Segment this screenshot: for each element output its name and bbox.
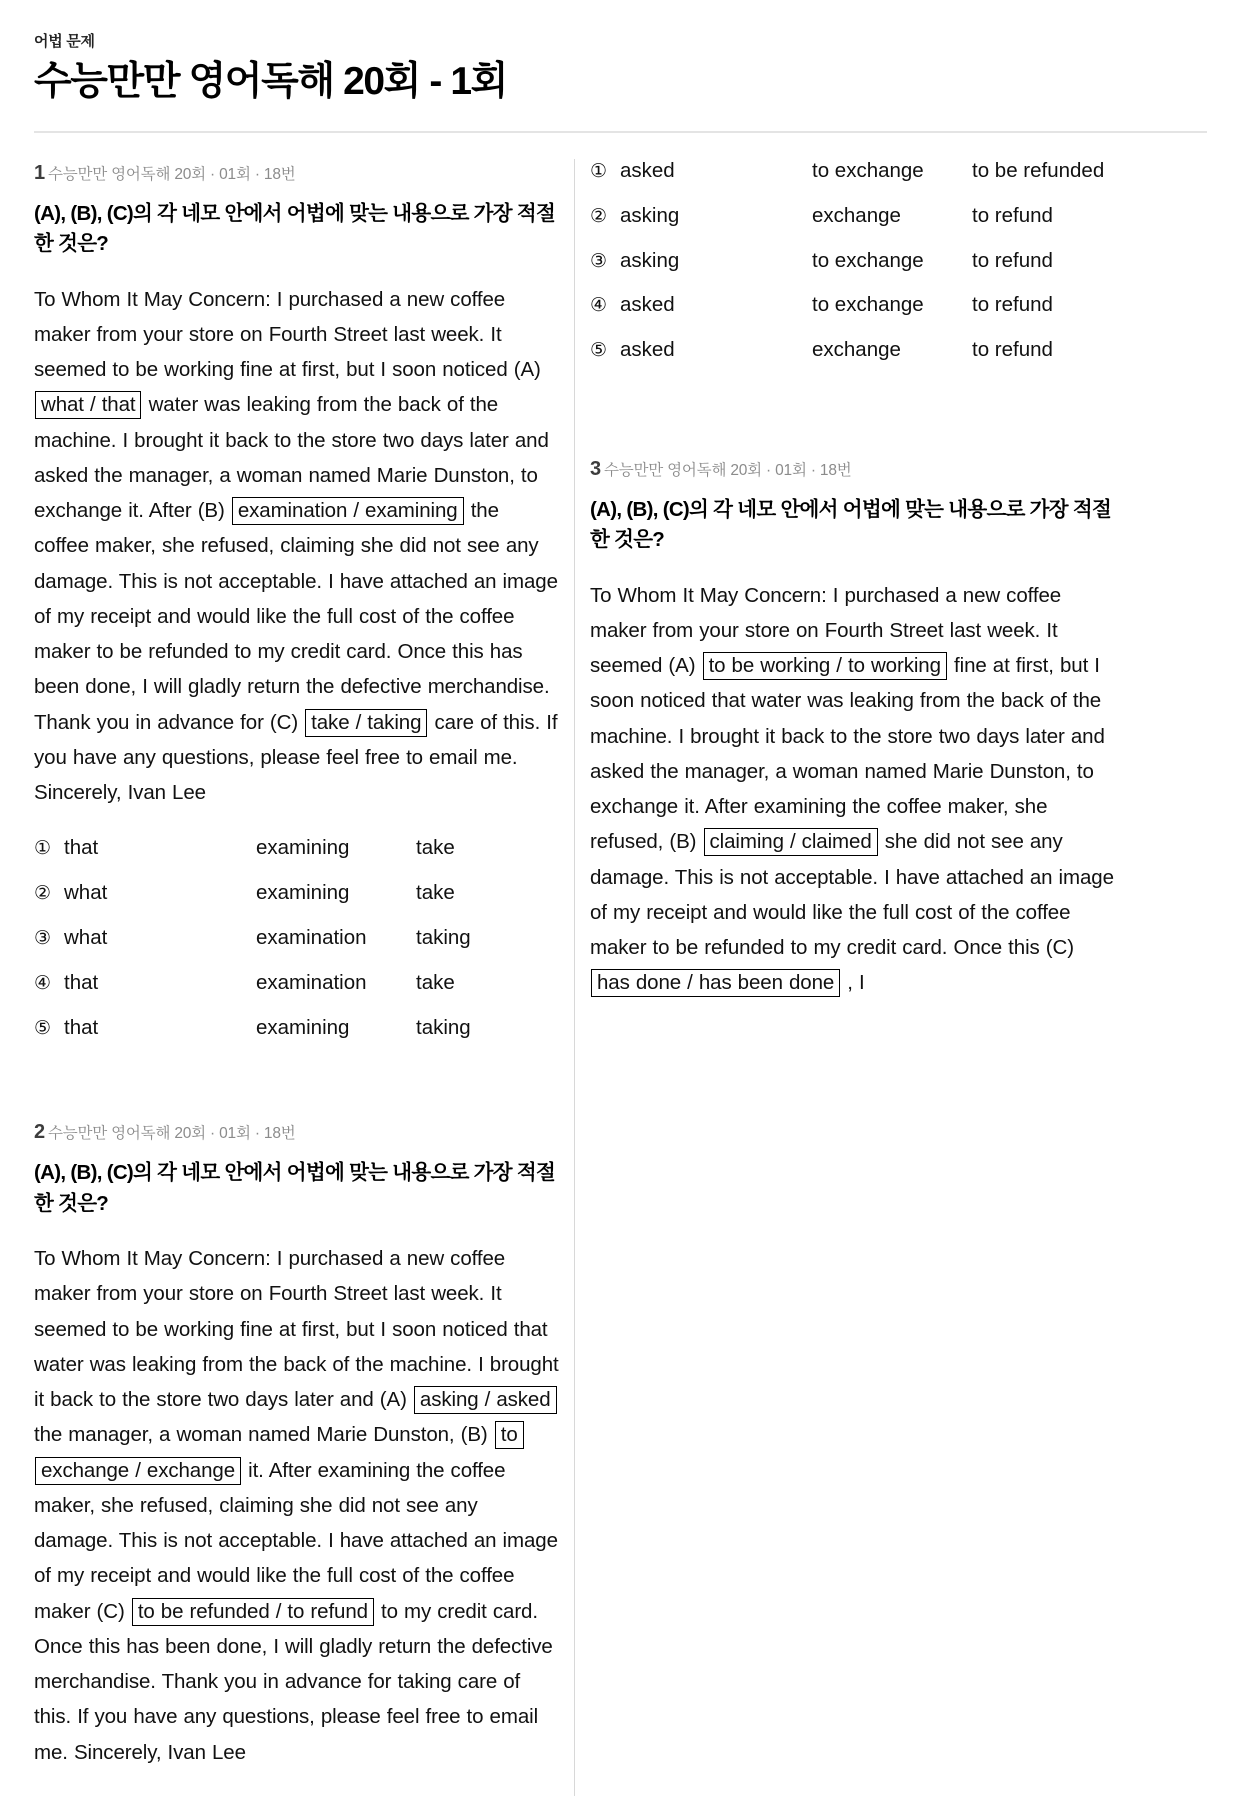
choice-marker: ③ bbox=[34, 928, 52, 950]
left-column bbox=[34, 159, 559, 1796]
question-source-2: 수능만만 영어독해 20회 · 01회 · 18번 bbox=[47, 1125, 296, 1143]
choice-value-b: to exchange bbox=[812, 159, 924, 183]
choice-value-c: take bbox=[416, 836, 455, 860]
choice-value-c: taking bbox=[416, 926, 471, 950]
choice-box-b[interactable]: to exchange / exchange bbox=[35, 1421, 524, 1484]
choice-marker: ④ bbox=[590, 295, 608, 317]
passage-segment: , I bbox=[841, 971, 865, 995]
choice-box-b[interactable]: examination / examining bbox=[232, 497, 464, 525]
choice-value-b: examination bbox=[256, 926, 367, 950]
choice-row[interactable] bbox=[34, 1016, 559, 1041]
choice-marker: ⑤ bbox=[590, 340, 608, 362]
choice-row[interactable] bbox=[34, 836, 559, 861]
choice-value-b: exchange bbox=[812, 338, 901, 362]
choice-marker: ⑤ bbox=[34, 1017, 52, 1039]
choice-value-a: what bbox=[64, 881, 108, 905]
passage-segment: care of this. If you have any questions, please feel free to email me. Sincerely, Ivan Lee bbox=[34, 710, 558, 805]
choice-value-a: asking bbox=[620, 203, 680, 227]
passage-segment: fine at first, but I soon noticed that water was leaking from the back of the machine. I brought it back to the store two days later and asked the manager, a woman named Marie Dunston, to exchange it. After examining the coffee maker, she refused, (B) bbox=[590, 654, 1105, 854]
question-passage-3 bbox=[590, 578, 1115, 1001]
question-number-1: 1 bbox=[34, 162, 45, 185]
column-gap bbox=[559, 159, 590, 1796]
choice-value-a: asked bbox=[620, 293, 675, 317]
choice-value-b: to exchange bbox=[812, 293, 924, 317]
question-passage-1 bbox=[34, 282, 559, 811]
passage-segment: to my credit card. Once this has been done, I will gladly return the defective merchandise. Thank you in advance for taking care of this. If you have any questions, please feel free to email me. Sincerely, Ivan Lee bbox=[34, 1599, 553, 1764]
two-column-layout bbox=[34, 159, 1207, 1796]
choice-marker: ① bbox=[590, 161, 608, 183]
right-column bbox=[590, 159, 1115, 1027]
question-meta-2 bbox=[34, 1118, 559, 1146]
choice-marker: ② bbox=[34, 883, 52, 905]
question-prompt-1: (A), (B), (C)의 각 네모 안에서 어법에 맞는 내용으로 가장 적절한 것은? bbox=[34, 202, 556, 256]
question-prompt-2: (A), (B), (C)의 각 네모 안에서 어법에 맞는 내용으로 가장 적절한 것은? bbox=[34, 1161, 556, 1215]
page-title: 수능만만 영어독해 20회 - 1회 bbox=[34, 60, 507, 103]
choice-value-b: exchange bbox=[812, 203, 901, 227]
question-source-3: 수능만만 영어독해 20회 · 01회 · 18번 bbox=[603, 462, 852, 479]
choice-value-b: to exchange bbox=[812, 248, 924, 272]
choice-box-a[interactable]: to be working / to working bbox=[703, 652, 947, 680]
choice-value-c: to refund bbox=[972, 293, 1053, 317]
choice-marker: ④ bbox=[34, 972, 52, 994]
passage-segment: To Whom It May Concern: I purchased a new coffee maker from your store on Fourth Street last week. It seemed to be working fine at first, but I soon noticed that water was leaking from the back of the machine. I brought it back to the store two days later and (A) bbox=[34, 1247, 559, 1412]
passage-segment: it. After examining the coffee maker, she refused, claiming she did not see any damage. This is not acceptable. I have attached an image of my receipt and would like the full cost of the coffee maker (C) bbox=[34, 1458, 558, 1623]
question-source-1: 수능만만 영어독해 20회 · 01회 · 18번 bbox=[47, 166, 296, 184]
block-spacer bbox=[34, 1074, 559, 1118]
page-kicker: 어법 문제 bbox=[34, 33, 95, 50]
choice-value-a: asked bbox=[620, 338, 675, 362]
choice-value-c: to refund bbox=[972, 203, 1053, 227]
question-block-1 bbox=[34, 159, 559, 1040]
choice-value-a: what bbox=[64, 926, 108, 950]
choice-row[interactable] bbox=[590, 293, 1115, 318]
choice-value-c: take bbox=[416, 881, 455, 905]
passage-segment: she did not see any damage. This is not acceptable. I have attached an image of my receipt and would like the full cost of the coffee maker to be refunded to my credit card. Once this (C) bbox=[590, 830, 1114, 960]
choice-marker: ③ bbox=[590, 250, 608, 272]
choice-marker: ② bbox=[590, 205, 608, 227]
choice-value-a: asked bbox=[620, 159, 675, 183]
question-passage-2 bbox=[34, 1241, 559, 1770]
passage-segment: To Whom It May Concern: I purchased a new coffee maker from your store on Fourth Street last week. It seemed to be working fine at first, but I soon noticed (A) bbox=[34, 287, 541, 382]
choice-value-a: that bbox=[64, 1015, 99, 1039]
question-block-2-continued bbox=[590, 159, 1115, 363]
choice-value-c: take bbox=[416, 970, 455, 994]
choice-row[interactable] bbox=[34, 971, 559, 996]
passage-segment: the coffee maker, she refused, claiming she did not see any damage. This is not acceptable. I have attached an image of my receipt and would like the full cost of the coffee maker to be refunded to my credit card. Once this has been done, I will gladly return the defective merchandise. Thank you in advance for (C) bbox=[34, 499, 558, 734]
choice-value-b: examination bbox=[256, 970, 367, 994]
choice-row[interactable] bbox=[590, 249, 1115, 274]
choice-box-c[interactable]: to be refunded / to refund bbox=[132, 1598, 374, 1626]
choice-value-c: to refund bbox=[972, 248, 1053, 272]
choice-box-c[interactable]: has done / has been done bbox=[591, 969, 840, 997]
question-meta-1 bbox=[34, 159, 559, 187]
choice-box-a[interactable]: what / that bbox=[35, 391, 141, 419]
choice-marker: ① bbox=[34, 838, 52, 860]
choice-value-c: to be refunded bbox=[972, 159, 1105, 183]
choice-value-c: taking bbox=[416, 1015, 471, 1039]
choice-box-a[interactable]: asking / asked bbox=[414, 1386, 557, 1414]
choice-box-c[interactable]: take / taking bbox=[305, 709, 427, 737]
choice-value-c: to refund bbox=[972, 338, 1053, 362]
passage-segment: To Whom It May Concern: I purchased a new coffee maker from your store on Fourth Street last week. It seemed (A) bbox=[590, 583, 1062, 678]
choice-value-b: examining bbox=[256, 836, 350, 860]
choice-row[interactable] bbox=[34, 881, 559, 906]
title-divider bbox=[34, 131, 1207, 133]
choice-row[interactable] bbox=[590, 338, 1115, 363]
passage-segment: water was leaking from the back of the machine. I brought it back to the store two days later and asked the manager, a woman named Marie Dunston, to exchange it. After (B) bbox=[34, 393, 549, 523]
choice-value-a: asking bbox=[620, 248, 680, 272]
choice-value-a: that bbox=[64, 836, 99, 860]
question-block-3 bbox=[590, 455, 1115, 1001]
choice-value-b: examining bbox=[256, 1015, 350, 1039]
choice-value-b: examining bbox=[256, 881, 350, 905]
question-number-2: 2 bbox=[34, 1121, 45, 1144]
choice-row[interactable] bbox=[590, 204, 1115, 229]
question-number-3: 3 bbox=[590, 458, 601, 480]
question-meta-3 bbox=[590, 455, 1115, 483]
question-prompt-3: (A), (B), (C)의 각 네모 안에서 어법에 맞는 내용으로 가장 적절한 것은? bbox=[590, 498, 1112, 552]
choice-row[interactable] bbox=[590, 159, 1115, 184]
column-divider bbox=[574, 159, 575, 1796]
choice-list-1 bbox=[34, 836, 559, 1040]
passage-segment: the manager, a woman named Marie Dunston, (B) bbox=[34, 1423, 494, 1447]
question-block-2 bbox=[34, 1118, 559, 1769]
choice-list-2 bbox=[590, 159, 1115, 363]
choice-box-b[interactable]: claiming / claimed bbox=[704, 828, 878, 856]
choice-row[interactable] bbox=[34, 926, 559, 951]
choice-value-a: that bbox=[64, 970, 99, 994]
block-spacer bbox=[590, 397, 1115, 455]
